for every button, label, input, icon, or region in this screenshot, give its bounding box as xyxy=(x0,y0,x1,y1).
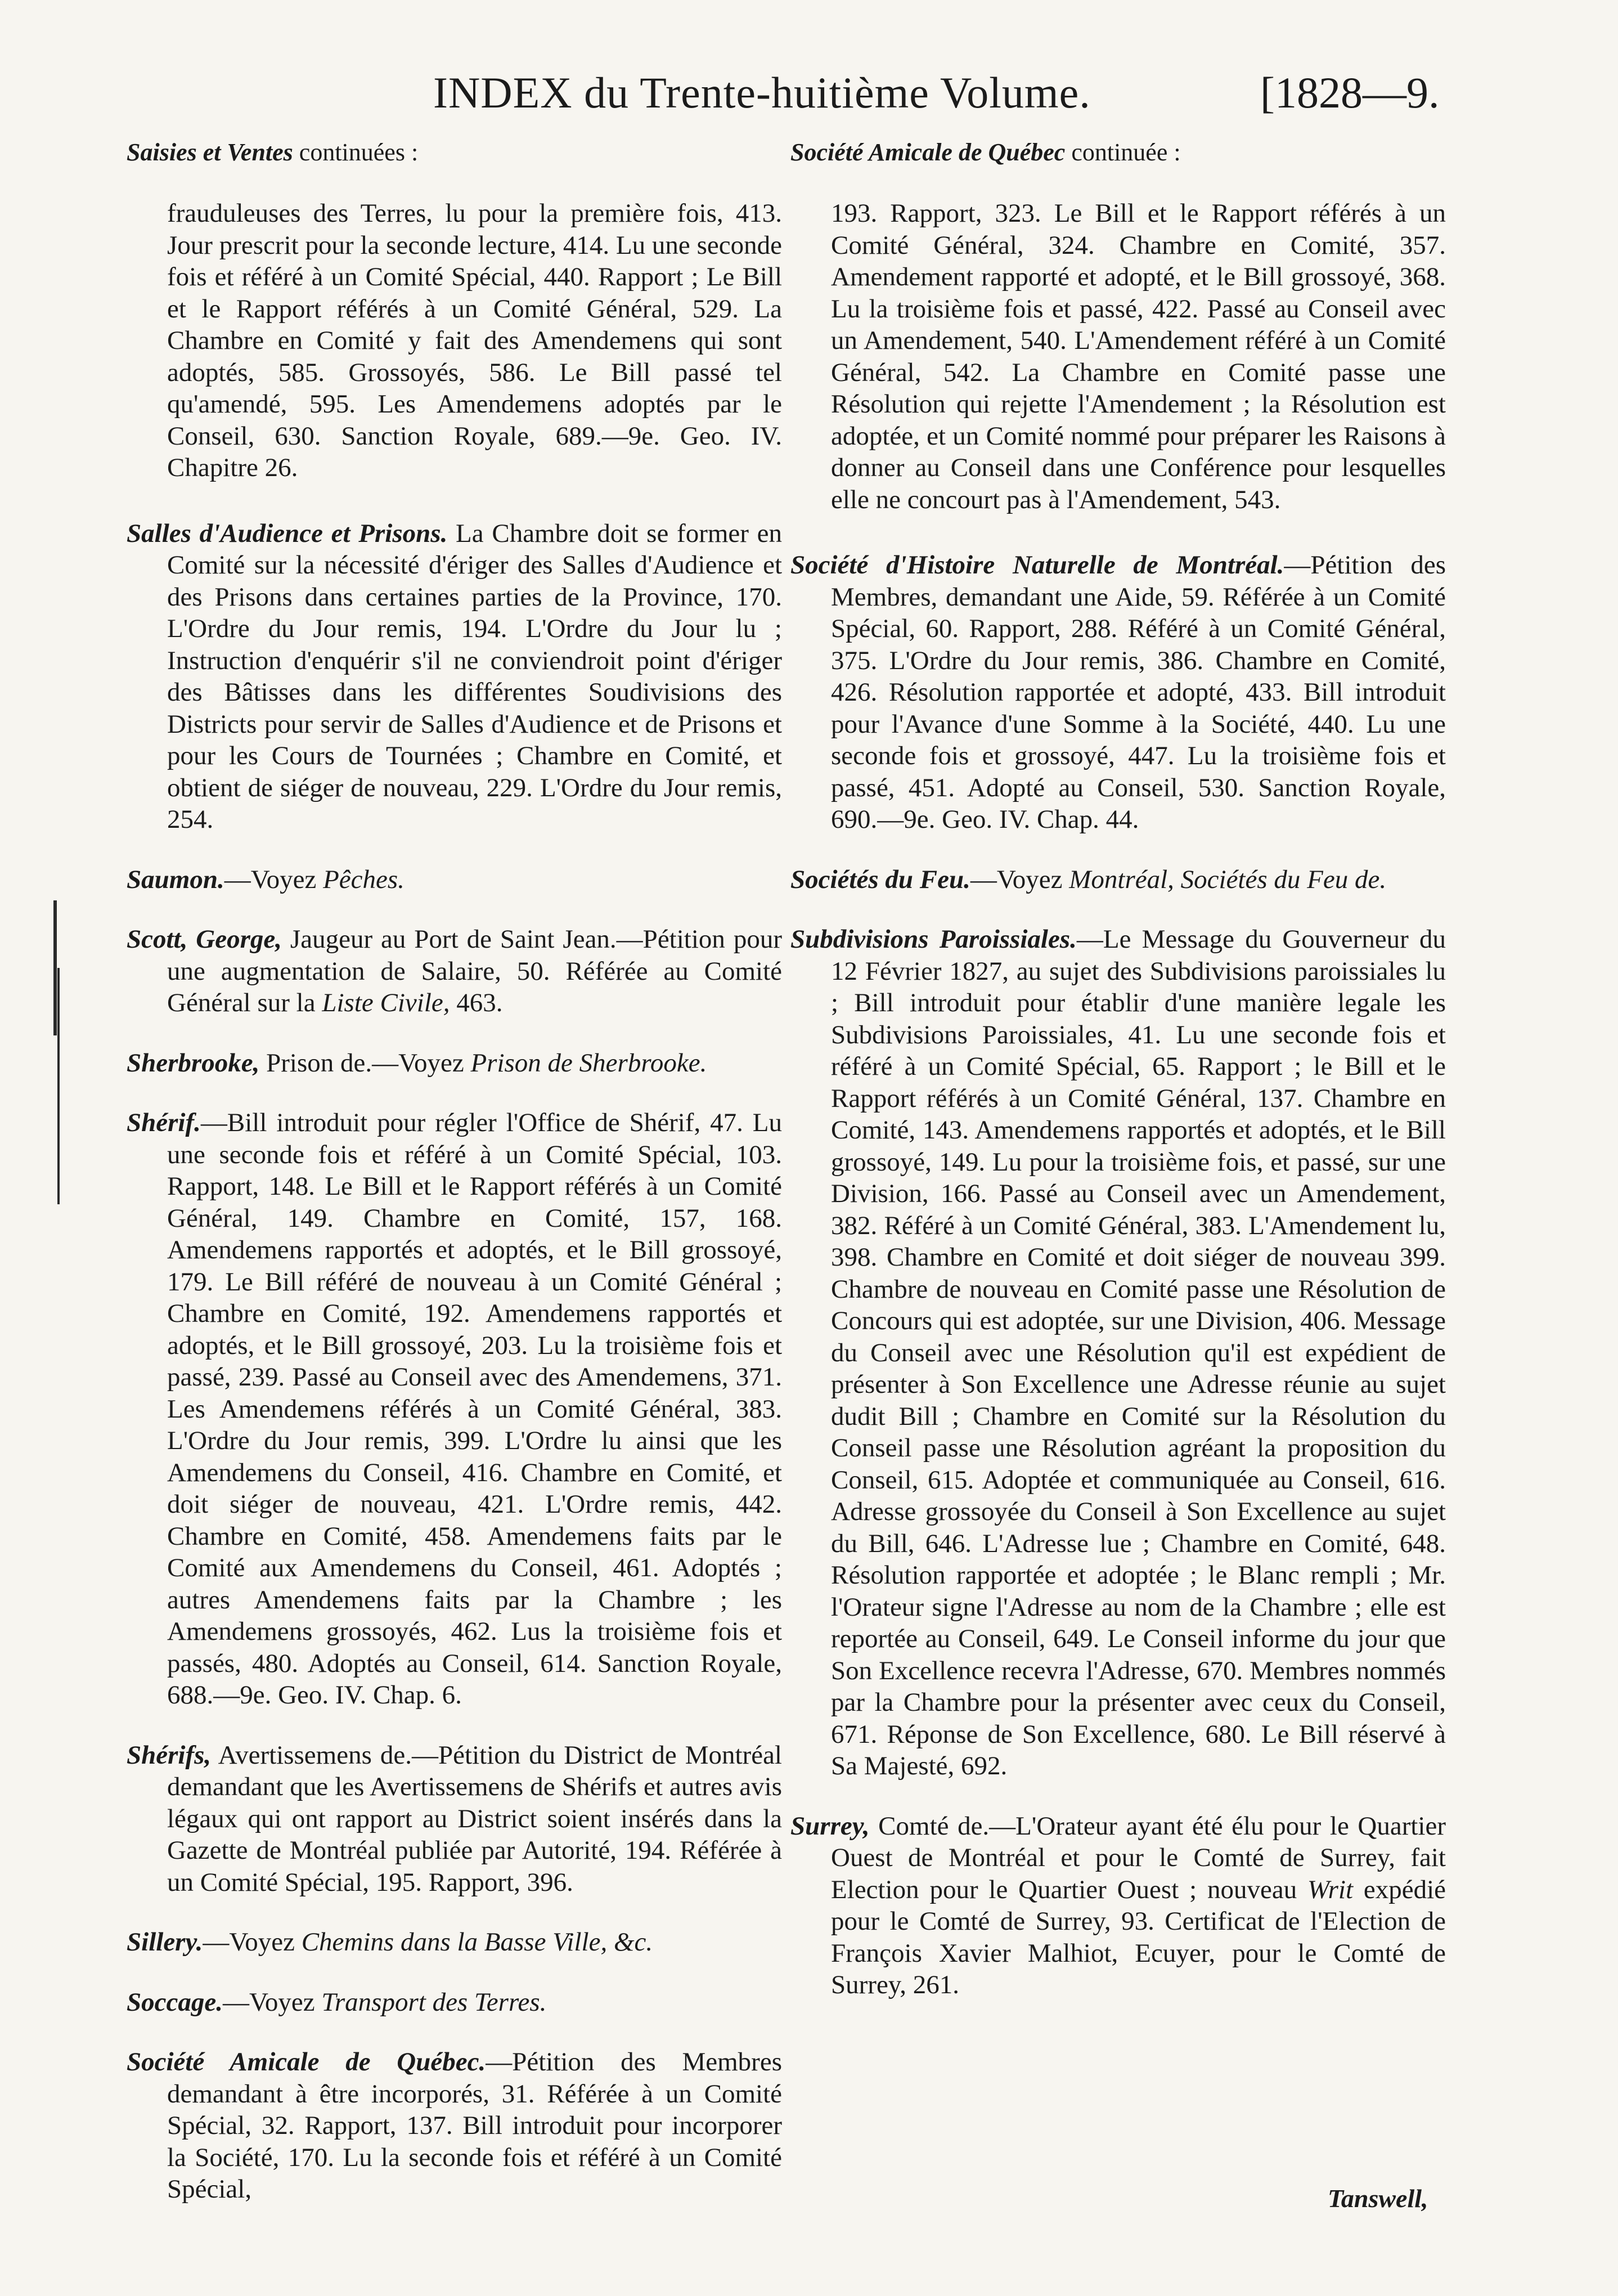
entry-head: Shérifs, xyxy=(127,1740,212,1770)
continued-text: 193. Rapport, 323. Le Bill et le Rapport référés à un Comité Général, 324. Chambre en Comité, 357. Amendement rapporté et adopté, et le Bill grossoyé, 368. Lu la troisième fois et passé, 422. Passé au Conseil avec un Amendement, 540. L'Amendement référé à un Comité Général, 542. La Chambre en Comité passe une Résolution qui rejette l'Amendement ; la Résolution est adoptée, et un Comité nommé pour préparer les Raisons à donner au Conseil dans une Conférence pour lesquelles elle ne concourt pas à l'Amendement, 543. xyxy=(831,199,1446,514)
entry-tail: expédié pour le Comté de Surrey, 93. Certificat de l'Election de François Xavier Malhiot, Ecuyer, pour le Comté de Surrey, 261. xyxy=(831,1875,1446,1999)
entry-text: La Chambre doit se former en Comité sur la nécessité d'ériger des Salles d'Audience et des Prisons dans certaines parties de la Province, 170. L'Ordre du Jour remis, 194. L'Ordre du Jour lu ; Instruction d'enquérir s'il ne conviendroit point d'ériger des Bâtisses dans les différentes Soudivisions des Districts pour servir de Salles d'Audience et de Prisons et pour les Cours de Tournées ; Chambre en Comité, et obtient de siéger de nouveau, 229. L'Ordre du Jour remis, 254. xyxy=(167,518,782,834)
page-year-range: [1828—9. xyxy=(1260,68,1440,117)
index-entry xyxy=(790,923,1446,1782)
continued-head: Société Amicale de Québec xyxy=(790,138,1066,166)
entry-head: Scott, George, xyxy=(127,925,282,954)
entry-text: Jaugeur au Port de Saint Jean.—Pétition pour une augmentation de Salaire, 50. Référée au Comité Général sur la xyxy=(167,925,782,1017)
left-column xyxy=(127,138,782,2234)
continued-text: frauduleuses des Terres, lu pour la première fois, 413. Jour prescrit pour la seconde lecture, 414. Lu une seconde fois et référé à un Comité Spécial, 440. Rapport ; Le Bill et le Rapport référés à un Comité Général, 529. La Chambre en Comité y fait des Amendemens qui sont adoptés, 585. Grossoyés, 586. Le Bill passé tel qu'amendé, 595. Les Amendemens adoptés par le Conseil, 630. Sanction Royale, 689.—9e. Geo. IV. Chapitre 26. xyxy=(167,199,782,482)
index-entry xyxy=(127,1739,782,1899)
entry-reference: Transport des Terres. xyxy=(321,1987,547,2017)
right-column xyxy=(790,138,1446,2029)
entry-text: —Voyez xyxy=(970,864,1069,894)
continued-rest: continuée : xyxy=(1065,138,1181,166)
continued-rest: continuées : xyxy=(293,138,419,166)
index-entry xyxy=(127,864,782,896)
entry-text: —Pétition des Membres demandant à être incorporés, 31. Référée à un Comité Spécial, 32. Rapport, 137. Bill introduit pour incorporer la Société, 170. Lu la seconde fois et référé à un Comité Spécial, xyxy=(167,2047,782,2204)
continued-heading xyxy=(127,138,782,167)
entry-text: Avertissemens de.—Pétition du District de Montréal demandant que les Avertissemens de Shérifs et autres avis légaux qui ont rapport au District soient insérés dans la Gazette de Montréal publiée par Autorité, 194. Référée à un Comité Spécial, 195. Rapport, 396. xyxy=(167,1740,782,1897)
entry-text: —Voyez xyxy=(222,1987,322,2017)
entry-head: Salles d'Audience et Prisons. xyxy=(127,518,448,548)
entry-head: Société Amicale de Québec. xyxy=(127,2047,486,2077)
index-entry xyxy=(127,1107,782,1711)
page-header xyxy=(0,68,1618,129)
entry-text: —Le Message du Gouverneur du 12 Février 1827, au sujet des Subdivisions paroissiales lu ; Bill introduit pour établir d'une manière legale les Subdivisions Paroissiales, 41. Lu une seconde fois et référé à un Comité Spécial, 65. Rapport ; le Bill et le Rapport référés à un Comité Général, 137. Chambre en Comité, 143. Amendemens rapportés et adoptés, et le Bill grossoyé, 149. Lu pour la troisième fois, et passé, sur une Division, 166. Passé au Conseil avec un Amendement, 382. Référé à un Comité Général, 383. L'Amendement lu, 398. Chambre en Comité et doit siéger de nouveau 399. Chambre de nouveau en Comité passe une Résolution de Concours qui est adoptée, sur une Division, 406. Message du Conseil avec une Résolution qu'il est expédient de présenter à Son Excellence une Adresse réunie au sujet dudit Bill ; Chambre en Comité sur la Résolution du Conseil passe une Résolution agréant la proposition du Conseil, 615. Adoptée et communiquée au Conseil, 616. Adresse grossoyée du Conseil à Son Excellence au sujet du Bill, 646. L'Adresse lue ; Chambre en Comité, 648. Résolution rapportée et adoptée ; le Blanc rempli ; Mr. l'Orateur signe l'Adresse au nom de la Chambre ; elle est reportée au Conseil, 649. Le Conseil informe du jour que Son Excellence recevra l'Adresse, 670. Membres nommés par la Chambre pour la présenter avec ceux du Conseil, 671. Réponse de Son Excellence, 680. Le Bill réservé à Sa Majesté, 692. xyxy=(831,925,1446,1781)
entry-head: Shérif. xyxy=(127,1108,201,1137)
entry-head: Saumon. xyxy=(127,864,224,894)
entry-reference: Chemins dans la Basse Ville, &c. xyxy=(301,1927,653,1957)
margin-mark xyxy=(53,900,57,1035)
page-title: INDEX du Trente-huitième Volume. xyxy=(433,68,1091,117)
index-entry xyxy=(127,2046,782,2205)
index-entry xyxy=(127,923,782,1019)
entry-text: Prison de.—Voyez xyxy=(259,1048,471,1078)
entry-text: —Voyez xyxy=(224,864,323,894)
entry-head: Soccage. xyxy=(127,1987,223,2017)
index-entry xyxy=(127,1047,782,1079)
entry-text: Comté de.—L'Orateur ayant été élu pour le Quartier Ouest de Montréal et pour le Comté de Surrey, fait Election pour le Quartier Ouest ; nouveau xyxy=(831,1811,1446,1904)
continued-head: Saisies et Ventes xyxy=(127,138,293,166)
entry-head: Sillery. xyxy=(127,1927,203,1957)
continued-heading xyxy=(790,138,1446,167)
entry-text: —Bill introduit pour régler l'Office de Shérif, 47. Lu une seconde fois et référé à un Comité Spécial, 103. Rapport, 148. Le Bill et le Rapport référés à un Comité Général, 149. Chambre en Comité, 157, 168. Amendemens rapportés et adoptés, et le Bill grossoyé, 179. Le Bill référé de nouveau à un Comité Général ; Chambre en Comité, 192. Amendemens rapportés et adoptés, et le Bill grossoyé, 203. Lu la troisième fois et passé, 239. Passé au Conseil avec des Amendemens, 371. Les Amendemens référés à un Comité Général, 383. L'Ordre du Jour remis, 399. L'Ordre lu ainsi que les Amendemens du Conseil, 416. Chambre en Comité, et doit siéger de nouveau, 421. L'Ordre remis, 442. Chambre en Comité, 458. Amendemens faits par le Comité aux Amendemens du Conseil, 461. Adoptés ; autres Amendemens faits par la Chambre ; les Amendemens grossoyés, 462. Lus la troisième fois et passés, 480. Adoptés au Conseil, 614. Sanction Royale, 688.—9e. Geo. IV. Chap. 6. xyxy=(167,1108,782,1710)
entry-tail: 463. xyxy=(450,988,503,1017)
entry-head: Surrey, xyxy=(790,1811,870,1841)
entry-reference: Liste Civile, xyxy=(322,988,450,1017)
entry-head: Sherbrooke, xyxy=(127,1048,260,1078)
entry-text: —Voyez xyxy=(203,1927,302,1957)
entry-reference: Montréal, Sociétés du Feu de. xyxy=(1069,864,1387,894)
entry-head: Société d'Histoire Naturelle de Montréal. xyxy=(790,550,1284,580)
entry-head: Sociétés du Feu. xyxy=(790,864,970,894)
index-entry xyxy=(127,1926,782,1958)
index-entry xyxy=(127,518,782,836)
entry-head: Subdivisions Paroissiales. xyxy=(790,925,1077,954)
margin-mark xyxy=(57,968,60,1204)
entry-text: —Pétition des Membres, demandant une Aide, 59. Référée à un Comité Spécial, 60. Rapport, 288. Référé à un Comité Général, 375. L'Ordre du Jour remis, 386. Chambre en Comité, 426. Résolution rapportée et adopté, 433. Bill introduit pour l'Avance d'une Somme à la Société, 440. Lu une seconde fois et grossoyé, 447. Lu la troisième fois et passé, 451. Adopté au Conseil, 530. Sanction Royale, 690.—9e. Geo. IV. Chap. 44. xyxy=(831,550,1446,834)
index-entry xyxy=(790,549,1446,836)
entry-reference: Writ xyxy=(1307,1875,1354,1904)
index-entry xyxy=(127,1986,782,2019)
index-entry xyxy=(790,864,1446,896)
index-entry xyxy=(790,1810,1446,2001)
entry-reference: Prison de Sherbrooke. xyxy=(470,1048,707,1078)
catchword: Tanswell, xyxy=(1328,2184,1428,2213)
entry-reference: Pêches. xyxy=(323,864,405,894)
